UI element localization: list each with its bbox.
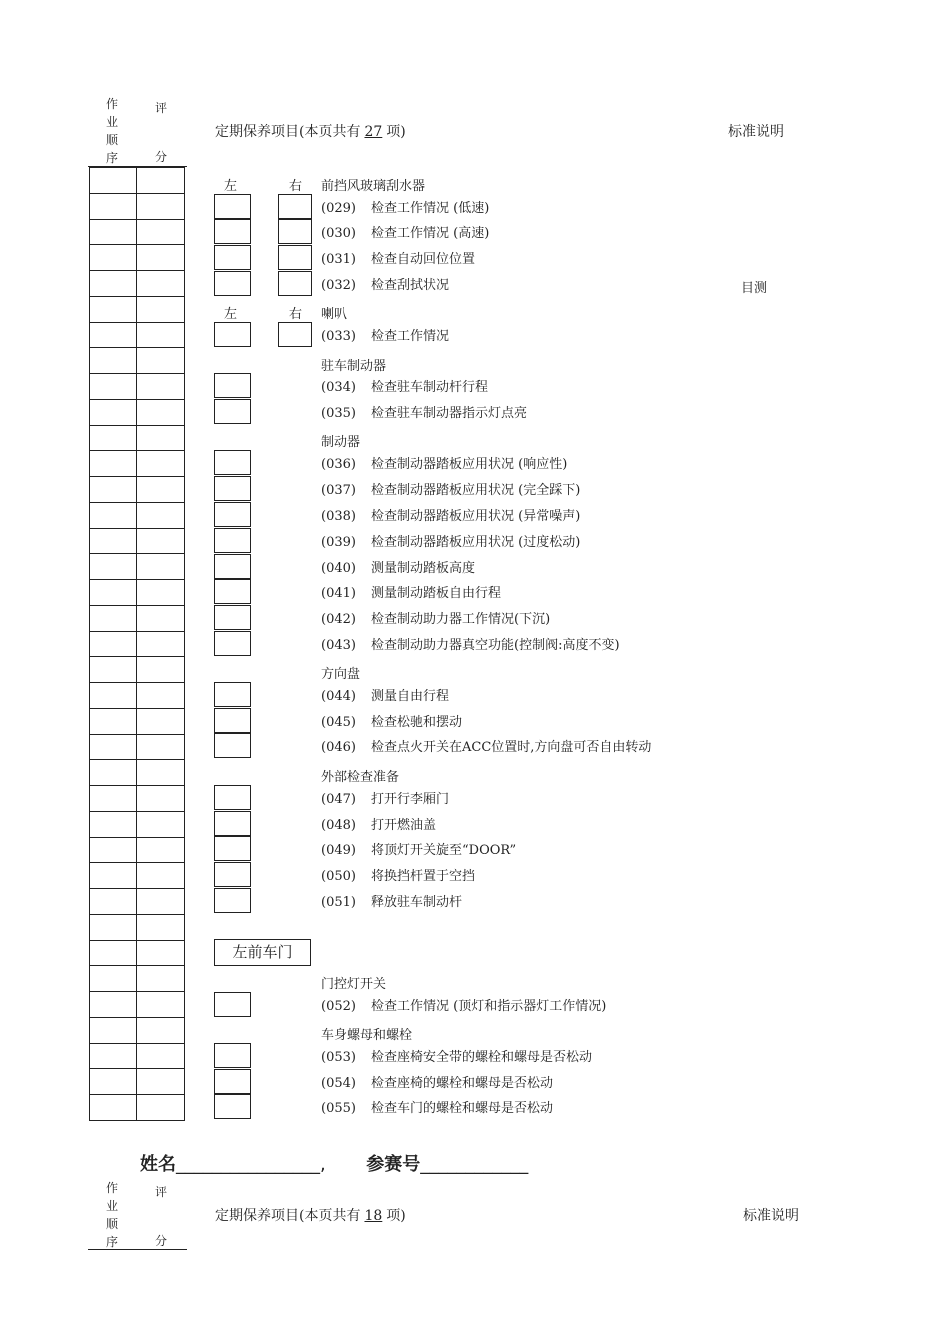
left-checkbox[interactable] (214, 682, 251, 707)
item-text: 检查制动器踏板应用状况 (响应性) (371, 457, 568, 472)
item-number: (054) (321, 1076, 356, 1091)
order-cell[interactable] (89, 528, 137, 554)
score-cell[interactable] (136, 193, 185, 220)
item-row (321, 638, 620, 654)
score-cell[interactable] (136, 296, 185, 323)
left-checkbox[interactable] (214, 733, 251, 758)
col2-bottom: 分 (154, 1234, 167, 1248)
page-title: 定期保养项目(本页共有 27 项) (215, 124, 406, 140)
col2-bottom: 分 (154, 150, 167, 164)
score-cell[interactable] (136, 734, 185, 760)
item-row (321, 329, 449, 345)
order-cell[interactable] (89, 219, 137, 245)
door-label-box: 左前车门 (214, 939, 311, 966)
order-cell[interactable] (89, 759, 137, 786)
col1-char: 业 (105, 1199, 118, 1213)
left-checkbox[interactable] (214, 502, 251, 527)
order-cell[interactable] (89, 270, 137, 297)
right-checkbox[interactable] (278, 322, 312, 347)
item-row (321, 818, 436, 834)
order-cell[interactable] (89, 965, 137, 992)
item-number: (040) (321, 561, 356, 576)
right-checkbox[interactable] (278, 245, 312, 270)
order-cell[interactable] (89, 1017, 137, 1044)
item-text: 检查工作情况 (低速) (371, 201, 490, 216)
item-row (321, 895, 462, 911)
item-row (321, 612, 550, 628)
score-cell[interactable] (136, 167, 185, 194)
item-number: (051) (321, 895, 356, 910)
score-cell[interactable] (136, 1043, 185, 1069)
score-cell[interactable] (136, 528, 185, 554)
left-checkbox[interactable] (214, 528, 251, 553)
item-number: (053) (321, 1050, 356, 1065)
col1-char: 序 (105, 151, 118, 165)
left-checkbox[interactable] (214, 399, 251, 424)
item-text: 检查制动助力器工作情况(下沉) (371, 612, 551, 627)
order-cell[interactable] (89, 940, 137, 966)
right-label: 右 (289, 307, 303, 322)
right-label: 右 (289, 179, 303, 194)
item-number: (045) (321, 715, 356, 730)
item-text: 检查制动器踏板应用状况 (过度松动) (371, 535, 581, 550)
item-row (321, 457, 567, 473)
item-row (321, 1101, 553, 1117)
item-row (321, 740, 651, 756)
order-cell[interactable] (89, 193, 137, 220)
item-text: 将顶灯开关旋至“DOOR” (371, 843, 517, 858)
order-cell[interactable] (89, 734, 137, 760)
item-row (321, 509, 580, 525)
right-checkbox[interactable] (278, 219, 312, 244)
left-checkbox[interactable] (214, 476, 251, 501)
item-text: 测量制动踏板自由行程 (371, 586, 502, 601)
item-text: 检查驻车制动器指示灯点亮 (371, 406, 528, 421)
order-cell[interactable] (89, 244, 137, 271)
item-number: (046) (321, 740, 356, 755)
order-cell[interactable] (89, 322, 137, 348)
score-cell[interactable] (136, 656, 185, 683)
left-checkbox[interactable] (214, 605, 251, 630)
score-cell[interactable] (136, 888, 185, 915)
left-checkbox[interactable] (214, 1069, 251, 1094)
number-field[interactable]: ____________ (420, 1154, 529, 1175)
order-cell[interactable] (89, 296, 137, 323)
col2-top: 评 (154, 1185, 167, 1199)
score-cell[interactable] (136, 244, 185, 271)
order-cell[interactable] (89, 502, 137, 529)
score-cell[interactable] (136, 1094, 185, 1121)
item-row (321, 483, 580, 499)
score-cell[interactable] (136, 347, 185, 374)
order-cell[interactable] (89, 862, 137, 889)
item-row (321, 226, 489, 242)
order-cell[interactable] (89, 837, 137, 863)
score-cell[interactable] (136, 450, 185, 477)
left-checkbox[interactable] (214, 373, 251, 398)
left-checkbox[interactable] (214, 322, 251, 347)
item-number: (041) (321, 586, 356, 601)
left-checkbox[interactable] (214, 271, 251, 296)
order-cell[interactable] (89, 399, 137, 426)
item-text: 释放驻车制动杆 (371, 895, 463, 910)
item-number: (050) (321, 869, 356, 884)
score-cell[interactable] (136, 1068, 185, 1095)
score-cell[interactable] (136, 270, 185, 297)
score-cell[interactable] (136, 425, 185, 451)
right-checkbox[interactable] (278, 271, 312, 296)
left-checkbox[interactable] (214, 219, 251, 244)
right-checkbox[interactable] (278, 194, 312, 219)
score-cell[interactable] (136, 219, 185, 245)
item-row (321, 792, 449, 808)
item-text: 打开行李厢门 (371, 792, 450, 807)
item-text: 检查制动助力器真空功能(控制阀:高度不变) (371, 638, 620, 653)
section-heading: 方向盘 (321, 667, 361, 682)
section-heading: 驻车制动器 (321, 359, 387, 374)
item-text: 检查工作情况 (371, 329, 450, 344)
item-number: (030) (321, 226, 356, 241)
score-cell[interactable] (136, 322, 185, 348)
section-heading: 制动器 (321, 435, 361, 450)
score-cell[interactable] (136, 708, 185, 735)
item-number: (044) (321, 689, 356, 704)
left-checkbox[interactable] (214, 194, 251, 219)
score-cell[interactable] (136, 940, 185, 966)
score-cell[interactable] (136, 1017, 185, 1044)
score-cell[interactable] (136, 502, 185, 529)
left-checkbox[interactable] (214, 1094, 251, 1119)
section-heading: 车身螺母和螺栓 (321, 1028, 413, 1043)
item-count: 18 (364, 1208, 383, 1224)
left-checkbox[interactable] (214, 450, 251, 475)
left-checkbox[interactable] (214, 811, 251, 836)
footer (140, 1150, 528, 1176)
standard-label: 标准说明 (743, 1208, 799, 1224)
score-cell[interactable] (136, 862, 185, 889)
section-heading: 外部检查准备 (321, 770, 400, 785)
header-underline (88, 1249, 187, 1250)
left-label: 左 (224, 179, 238, 194)
item-text: 检查松驰和摆动 (371, 715, 463, 730)
item-number: (049) (321, 843, 356, 858)
order-cell[interactable] (89, 991, 137, 1018)
item-number: (032) (321, 278, 356, 293)
item-text: 测量自由行程 (371, 689, 450, 704)
item-row (321, 1050, 592, 1066)
left-checkbox[interactable] (214, 631, 251, 656)
order-cell[interactable] (89, 785, 137, 812)
score-cell[interactable] (136, 579, 185, 606)
name-label: 姓名 (140, 1154, 176, 1175)
item-number: (047) (321, 792, 356, 807)
item-text: 打开燃油盖 (371, 818, 437, 833)
item-number: (029) (321, 201, 356, 216)
score-cell[interactable] (136, 399, 185, 426)
order-cell[interactable] (89, 708, 137, 735)
item-row (321, 999, 606, 1015)
left-checkbox[interactable] (214, 245, 251, 270)
order-cell[interactable] (89, 579, 137, 606)
score-cell[interactable] (136, 631, 185, 657)
order-cell[interactable] (89, 553, 137, 580)
item-text: 检查车门的螺栓和螺母是否松动 (371, 1101, 554, 1116)
col1-char: 序 (105, 1235, 118, 1249)
item-row (321, 843, 516, 859)
section-heading: 喇叭 (321, 307, 348, 322)
order-cell[interactable] (89, 605, 137, 632)
left-checkbox[interactable] (214, 579, 251, 604)
score-cell[interactable] (136, 373, 185, 400)
score-cell[interactable] (136, 785, 185, 812)
item-text: 检查自动回位位置 (371, 252, 476, 267)
left-checkbox[interactable] (214, 836, 251, 861)
order-cell[interactable] (89, 476, 137, 503)
score-cell[interactable] (136, 553, 185, 580)
item-row (321, 561, 475, 577)
item-number: (052) (321, 999, 356, 1014)
item-text: 检查点火开关在ACC位置时,方向盘可否自由转动 (371, 740, 652, 755)
item-number: (034) (321, 380, 356, 395)
item-number: (033) (321, 329, 356, 344)
section-heading: 门控灯开关 (321, 977, 387, 992)
item-text: 检查座椅的螺栓和螺母是否松动 (371, 1076, 554, 1091)
score-cell[interactable] (136, 914, 185, 941)
col1-char: 顺 (105, 133, 118, 147)
score-cell[interactable] (136, 476, 185, 503)
standard-note: 目测 (741, 281, 768, 296)
left-checkbox[interactable] (214, 888, 251, 913)
item-number: (036) (321, 457, 356, 472)
order-cell[interactable] (89, 373, 137, 400)
left-checkbox[interactable] (214, 1043, 251, 1068)
item-number: (043) (321, 638, 356, 653)
item-number: (031) (321, 252, 356, 267)
item-text: 测量制动踏板高度 (371, 561, 476, 576)
order-cell[interactable] (89, 1094, 137, 1121)
score-cell[interactable] (136, 837, 185, 863)
item-text: 检查驻车制动杆行程 (371, 380, 489, 395)
order-cell[interactable] (89, 656, 137, 683)
item-row (321, 586, 501, 602)
item-number: (039) (321, 535, 356, 550)
item-row (321, 278, 449, 294)
item-number: (055) (321, 1101, 356, 1116)
number-label: 参赛号 (366, 1154, 421, 1175)
item-number: (048) (321, 818, 356, 833)
item-row (321, 1076, 553, 1092)
col1-char: 作 (105, 97, 118, 111)
item-row (321, 535, 580, 551)
item-text: 检查工作情况 (高速) (371, 226, 490, 241)
order-cell[interactable] (89, 450, 137, 477)
item-number: (042) (321, 612, 356, 627)
left-label: 左 (224, 307, 238, 322)
item-text: 检查制动器踏板应用状况 (异常噪声) (371, 509, 581, 524)
item-row (321, 201, 489, 217)
order-cell[interactable] (89, 347, 137, 374)
item-number: (037) (321, 483, 356, 498)
order-cell[interactable] (89, 631, 137, 657)
order-cell[interactable] (89, 888, 137, 915)
order-cell[interactable] (89, 811, 137, 838)
name-field[interactable]: ________________, (176, 1154, 326, 1175)
col1-char: 作 (105, 1181, 118, 1195)
item-row (321, 406, 527, 422)
item-row (321, 380, 488, 396)
score-cell[interactable] (136, 605, 185, 632)
item-row (321, 715, 462, 731)
item-number: (035) (321, 406, 356, 421)
score-cell[interactable] (136, 759, 185, 786)
item-text: 检查刮拭状况 (371, 278, 450, 293)
standard-label: 标准说明 (728, 124, 784, 140)
order-cell[interactable] (89, 167, 137, 194)
item-row (321, 869, 475, 885)
order-cell[interactable] (89, 1068, 137, 1095)
col1-char: 业 (105, 115, 118, 129)
item-row (321, 252, 475, 268)
col2-top: 评 (154, 101, 167, 115)
col1-char: 顺 (105, 1217, 118, 1231)
item-text: 检查工作情况 (顶灯和指示器灯工作情况) (371, 999, 607, 1014)
left-checkbox[interactable] (214, 862, 251, 887)
section-heading: 前挡风玻璃刮水器 (321, 179, 426, 194)
left-checkbox[interactable] (214, 708, 251, 733)
left-checkbox[interactable] (214, 554, 251, 579)
left-checkbox[interactable] (214, 992, 251, 1017)
item-number: (038) (321, 509, 356, 524)
score-cell[interactable] (136, 991, 185, 1018)
score-cell[interactable] (136, 965, 185, 992)
order-cell[interactable] (89, 682, 137, 709)
item-count: 27 (364, 124, 383, 140)
order-cell[interactable] (89, 1043, 137, 1069)
page-title: 定期保养项目(本页共有 18 项) (215, 1208, 406, 1224)
score-cell[interactable] (136, 811, 185, 838)
score-cell[interactable] (136, 682, 185, 709)
item-text: 检查制动器踏板应用状况 (完全踩下) (371, 483, 581, 498)
item-text: 将换挡杆置于空挡 (371, 869, 476, 884)
order-cell[interactable] (89, 914, 137, 941)
left-checkbox[interactable] (214, 785, 251, 810)
item-row (321, 689, 449, 705)
item-text: 检查座椅安全带的螺栓和螺母是否松动 (371, 1050, 593, 1065)
order-cell[interactable] (89, 425, 137, 451)
